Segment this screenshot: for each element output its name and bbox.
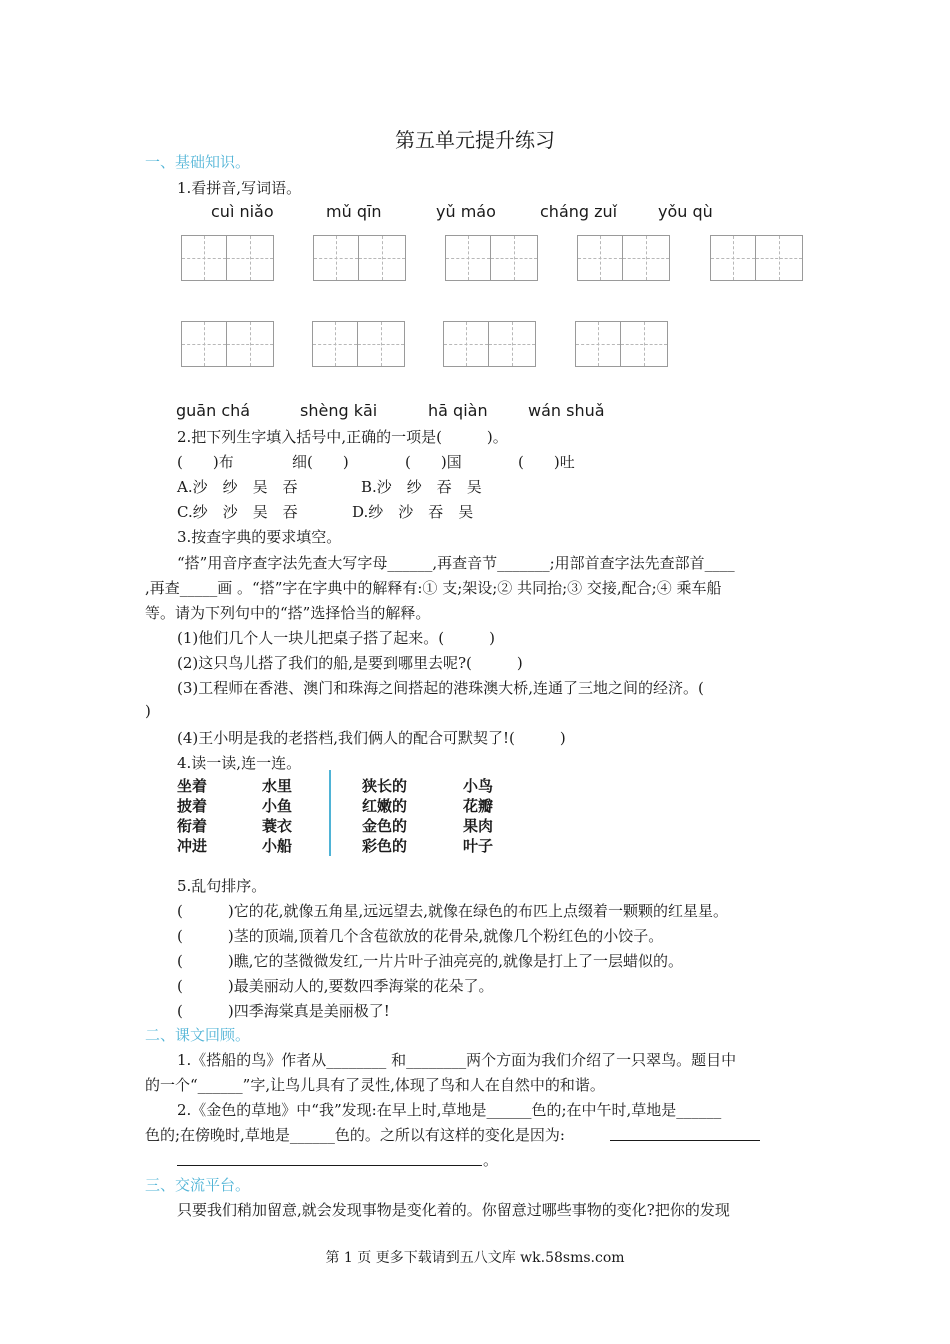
q3-prompt: 3.按查字典的要求填空。 [177,528,342,546]
q3-item: (1)他们几个人一块儿把桌子搭了起来。( ) [177,629,495,647]
q5-item: ( )它的花,就像五角星,远远望去,就像在绿色的布匹上点缀着一颗颗的红星星。 [177,902,729,920]
q2-blank: ( )布 [177,453,234,471]
option-c[interactable]: C.纱 沙 吴 吞 [177,503,298,521]
pinyin-4: cháng zuǐ [540,202,618,221]
page-footer: 第 1 页 更多下载请到五八文库 wk.58sms.com [325,1250,625,1266]
q3-item: (2)这只鸟儿搭了我们的船,是要到哪里去呢?( ) [177,654,523,672]
match-word[interactable]: 彩色的 [362,837,408,855]
column-divider [329,770,331,856]
q3-paragraph: ,再查_____画 。“搭”字在字典中的解释有:① 支;架设;② 共同抬;③ 交接,配合;④ 乘车船 [145,579,722,597]
answer-line[interactable] [177,1151,482,1166]
q3-item-cont: ) [145,702,151,720]
sentence-end: 。 [483,1151,499,1169]
pinyin-7: shèng kāi [300,401,378,420]
writing-box[interactable] [181,235,274,282]
pinyin-6: guān chá [176,401,251,420]
answer-line[interactable] [610,1126,760,1141]
writing-box[interactable] [313,235,406,282]
match-word[interactable]: 蓑衣 [262,817,293,835]
match-word[interactable]: 狭长的 [362,777,408,795]
share-text: 只要我们稍加留意,就会发现事物是变化着的。你留意过哪些事物的变化?把你的发现 [177,1201,730,1219]
review-q2: 2.《金色的草地》中“我”发现:在早上时,草地是______色的;在中午时,草地是______ [177,1101,722,1119]
review-q1: 1.《搭船的鸟》作者从________ 和________两个方面为我们介绍了一只翠鸟。题目中 [177,1051,737,1069]
review-q1: 的一个“______”字,让鸟儿具有了灵性,体现了鸟和人在自然中的和谐。 [145,1076,605,1094]
option-b[interactable]: B.沙 纱 吞 吴 [361,478,482,496]
match-word[interactable]: 小鱼 [262,797,293,815]
pinyin-9: wán shuǎ [528,401,605,420]
pinyin-1: cuì niǎo [211,202,274,221]
q1-prompt: 1.看拼音,写词语。 [177,179,302,197]
section-heading-share: 三、交流平台。 [145,1176,251,1194]
match-word[interactable]: 水里 [262,777,293,795]
writing-box[interactable] [312,321,405,368]
q2-blank: 细( ) [292,453,349,471]
q5-item: ( )瞧,它的茎微微发红,一片片叶子油亮亮的,就像是打上了一层蜡似的。 [177,952,684,970]
writing-box[interactable] [575,321,668,368]
page-title: 第五单元提升练习 [395,128,555,152]
q2-blank: ( )吐 [518,453,575,471]
pinyin-8: hā qiàn [428,401,488,420]
q2-blank: ( )国 [405,453,462,471]
writing-box[interactable] [181,321,274,368]
pinyin-3: yǔ máo [436,202,496,221]
match-word[interactable]: 衔着 [177,817,208,835]
section-heading-review: 二、课文回顾。 [145,1026,251,1044]
match-word[interactable]: 叶子 [463,837,494,855]
pinyin-2: mǔ qīn [326,202,382,221]
q5-item: ( )最美丽动人的,要数四季海棠的花朵了。 [177,977,494,995]
writing-box[interactable] [710,235,803,282]
q2-prompt: 2.把下列生字填入括号中,正确的一项是( )。 [177,428,508,446]
option-d[interactable]: D.纱 沙 吞 吴 [352,503,474,521]
review-q2: 色的;在傍晚时,草地是______色的。之所以有这样的变化是因为: [145,1126,565,1144]
q3-paragraph: “搭”用音序查字法先查大写字母______,再查音节_______;用部首查字法先查部首____ [177,554,735,572]
match-word[interactable]: 小鸟 [463,777,494,795]
match-word[interactable]: 红嫩的 [362,797,408,815]
q3-item: (3)工程师在香港、澳门和珠海之间搭起的港珠澳大桥,连通了三地之间的经济。( [177,679,704,697]
match-word[interactable]: 小船 [262,837,293,855]
match-word[interactable]: 花瓣 [463,797,494,815]
match-word[interactable]: 金色的 [362,817,408,835]
match-word[interactable]: 冲进 [177,837,208,855]
match-word[interactable]: 坐着 [177,777,208,795]
q3-paragraph: 等。请为下列句中的“搭”选择恰当的解释。 [145,604,431,622]
option-a[interactable]: A.沙 纱 吴 吞 [177,478,298,496]
q5-prompt: 5.乱句排序。 [177,877,267,895]
q5-item: ( )四季海棠真是美丽极了! [177,1002,390,1020]
q5-item: ( )茎的顶端,顶着几个含苞欲放的花骨朵,就像几个粉红色的小饺子。 [177,927,664,945]
writing-box[interactable] [577,235,670,282]
match-word[interactable]: 果肉 [463,817,494,835]
q4-prompt: 4.读一读,连一连。 [177,754,302,772]
match-word[interactable]: 披着 [177,797,208,815]
pinyin-5: yǒu qù [658,202,713,221]
q3-item: (4)王小明是我的老搭档,我们俩人的配合可默契了!( ) [177,729,566,747]
writing-box[interactable] [443,321,536,368]
section-heading-basics: 一、基础知识。 [145,153,251,171]
writing-box[interactable] [445,235,538,282]
